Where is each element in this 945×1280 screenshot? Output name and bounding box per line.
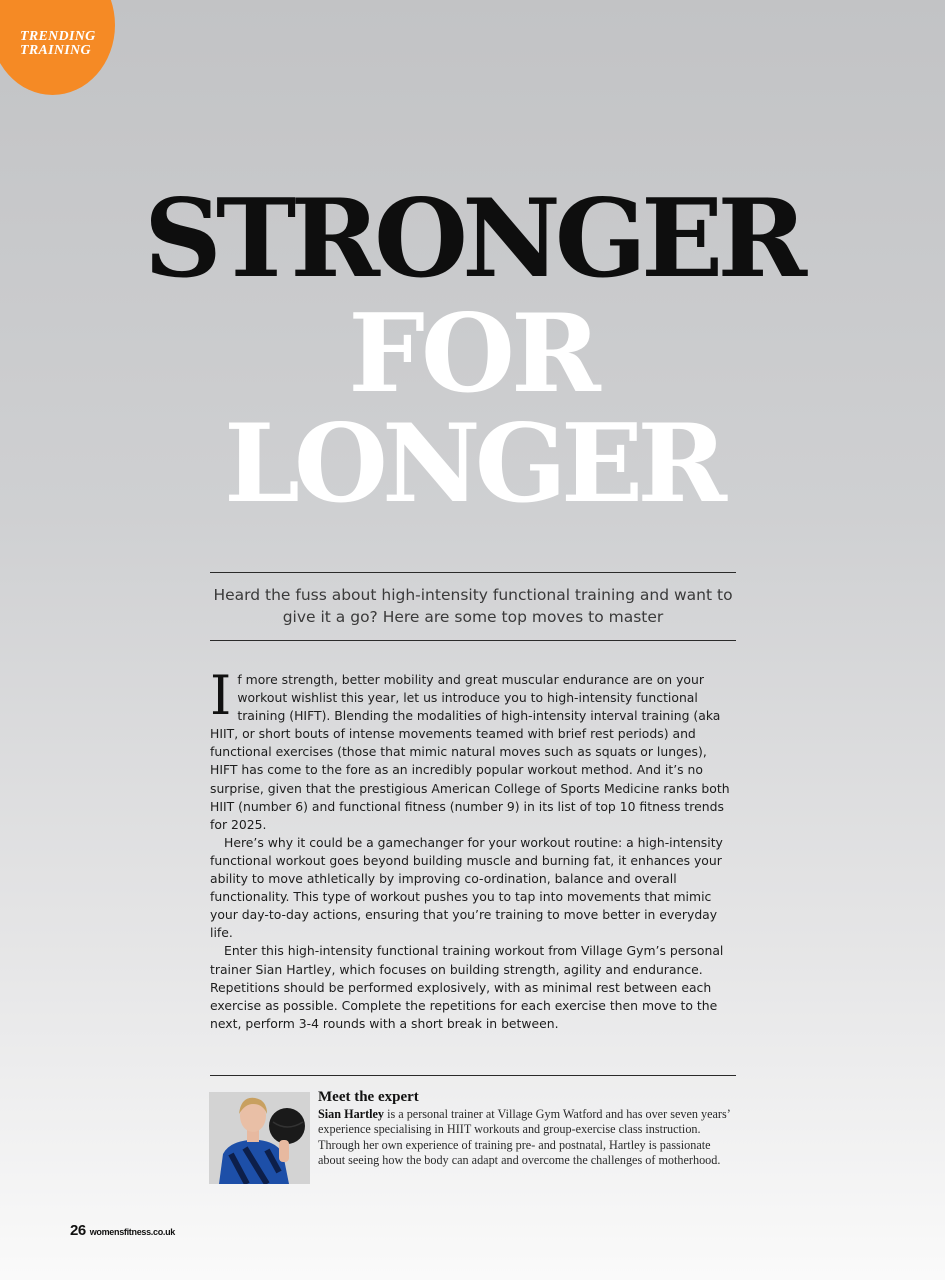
body-paragraph-1-text: f more strength, better mobility and great muscular endurance are on your workout wishlist this year, let us introduce you to high-intensity functional training (HIFT). Blending the modalities of high-intensity interval training (aka HIIT, or short bouts of intense movements teamed with brief rest periods) and functional exercises (those that mimic natural moves such as squats or lunges), HIFT has come to the fore as an incredibly popular workout method. And it’s no surprise, given that the prestigious American College of Sports Medicine ranks both HIIT (number 6) and functional fitness (number 9) in its list of top 10 fitness trends for 2025. [210,672,730,832]
headline-line-3: LONGER [223,401,722,527]
expert-bio-text: is a personal trainer at Village Gym Watford and has over seven years’ experience specialising in HIIT workouts and group-exercise class instruction. Through her own experience of training pre- and postnatal, Hartley is passionate about seeing how the body can adapt and overcome the challenges of motherhood. [318,1107,730,1168]
standfirst-top-rule [210,572,736,573]
website-url: womensfitness.co.uk [89,1227,176,1237]
expert-name: Sian Hartley [318,1107,385,1121]
body-paragraph-2: Here’s why it could be a gamechanger for your workout routine: a high-intensity functional workout goes beyond building muscle and burning fat, it enhances your ability to move athletically by improving co-ordination, balance and overall functionality. This type of workout pushes you to tap into movements that mimic your day-to-day actions, ensuring that you’re training to move better in everyday life. [210,834,723,941]
expert-photo [209,1092,310,1184]
article-body [210,664,736,1033]
expert-bio [318,1107,738,1169]
page-footer [70,1222,175,1240]
expert-portrait-illustration [209,1092,310,1184]
section-badge-line-1: TRENDING [20,29,96,44]
section-badge-label [20,30,96,58]
expert-box-rule [210,1075,736,1076]
expert-box-title: Meet the expert [318,1089,419,1105]
page-number: 26 [70,1222,86,1239]
standfirst: Heard the fuss about high-intensity functional training and want to give it a go? Here are some top moves to master [213,586,733,626]
body-paragraph-1 [210,664,736,834]
section-badge-line-2: TRAINING [20,43,91,58]
body-paragraph-3: Enter this high-intensity functional training workout from Village Gym’s personal trainer Sian Hartley, which focuses on building strength, agility and endurance. Repetitions should be performed explosively, with as minimal rest between each exercise as possible. Complete the repetitions for each exercise then move to the next, perform 3-4 rounds with a short break in between. [210,943,724,1031]
headline-line-2: FOR [348,291,597,417]
standfirst-bottom-rule [210,640,736,641]
drop-cap: I [210,664,232,727]
headline-line-1: STRONGER [143,176,802,302]
